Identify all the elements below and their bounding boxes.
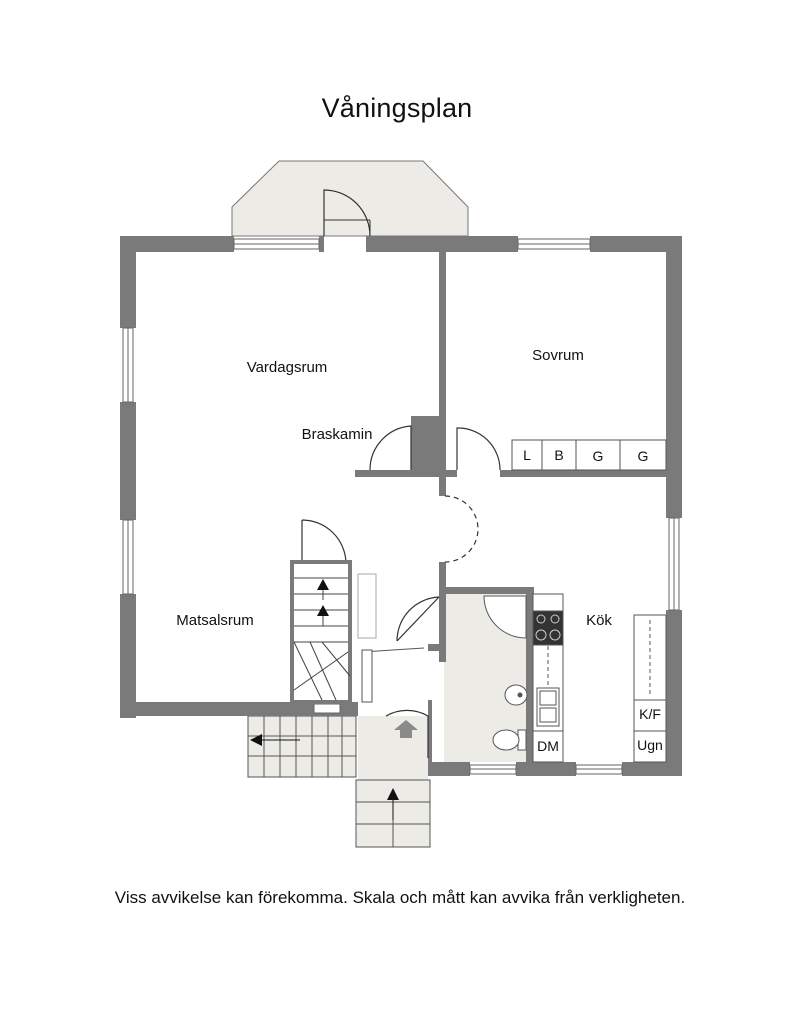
appliance-label-dm: DM: [537, 738, 559, 754]
sink: [505, 685, 527, 705]
windows: [123, 239, 679, 774]
label-sovrum: Sovrum: [532, 347, 584, 364]
page-title: Våningsplan: [321, 93, 473, 123]
shaded-areas: [232, 161, 528, 847]
walls: [120, 236, 682, 776]
window: [314, 704, 340, 713]
disclaimer: Viss avvikelse kan förekomma. Skala och mått kan avvika från verkligheten.: [114, 888, 686, 907]
label-vardagsrum: Vardagsrum: [246, 359, 328, 376]
toilet: [493, 730, 519, 750]
door-sovrum: [457, 428, 500, 470]
storage-label-g1: G: [592, 448, 604, 464]
door-bathroom: [397, 597, 439, 641]
door-opening: [445, 496, 478, 562]
label-matsalsrum: Matsalsrum: [176, 612, 254, 629]
storage-label-g2: G: [637, 448, 649, 464]
entrance-floor: [358, 716, 428, 780]
label-kok: Kök: [586, 612, 612, 629]
appliance-label-ugn: Ugn: [637, 737, 663, 753]
staircase: [292, 562, 424, 702]
room-labels: [176, 347, 663, 754]
storage-label-l: L: [523, 447, 531, 463]
stove: [533, 611, 563, 645]
door-braskamin: [370, 426, 411, 470]
storage-label-b: B: [554, 447, 564, 463]
door-stair: [302, 520, 346, 564]
appliance-label-kf: K/F: [639, 706, 661, 722]
label-braskamin: Braskamin: [301, 426, 373, 443]
